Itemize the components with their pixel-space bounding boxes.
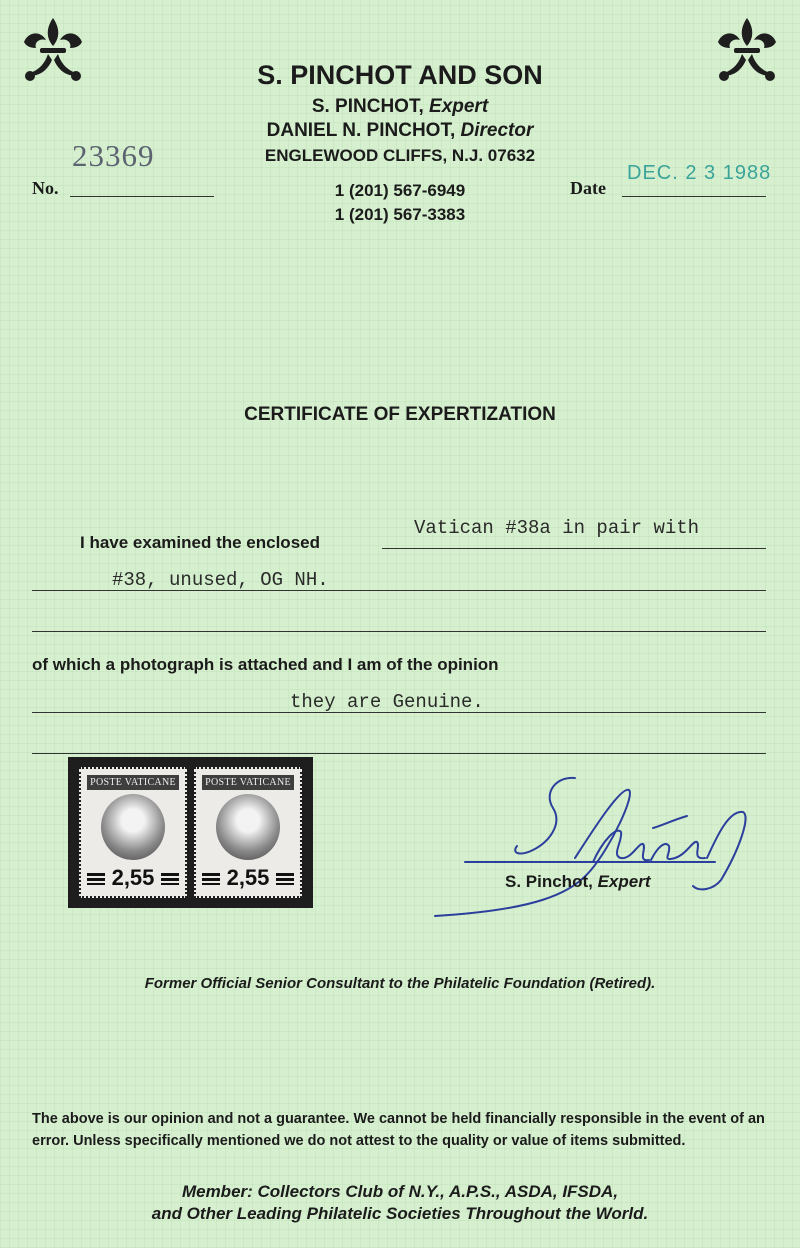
date-line <box>622 196 766 197</box>
examined-value-1: Vatican #38a in pair with <box>414 517 700 539</box>
examined-line-3 <box>32 631 766 632</box>
expert-role: Expert <box>429 96 489 117</box>
stamp-right <box>194 767 302 898</box>
examined-value-2: #38, unused, OG NH. <box>112 569 329 591</box>
surcharge-value: 2,55 <box>226 865 270 890</box>
signer-name: S. Pinchot, <box>505 872 593 891</box>
stamp-portrait <box>216 794 280 860</box>
stamp-photograph <box>68 757 313 908</box>
examined-label: I have examined the enclosed <box>80 533 320 552</box>
opinion-line-2 <box>32 753 766 754</box>
examined-line-2 <box>32 590 766 591</box>
signer-role: Expert <box>597 872 651 891</box>
date-month: DEC. <box>627 162 679 184</box>
phone-2: 1 (201) 567-3383 <box>334 205 466 224</box>
expert-name: S. PINCHOT, <box>311 96 424 117</box>
opinion-value: they are Genuine. <box>290 691 484 713</box>
certificate-title: CERTIFICATE OF EXPERTIZATION <box>244 404 556 425</box>
no-label: No. <box>32 178 59 198</box>
stamp-surcharge <box>200 865 296 895</box>
no-line <box>70 196 214 197</box>
stamp-surcharge <box>85 865 181 895</box>
opinion-line-1 <box>32 712 766 713</box>
surcharge-bars <box>87 873 105 885</box>
director-name: DANIEL N. PINCHOT, <box>266 120 456 141</box>
surcharge-bars <box>161 873 179 885</box>
certificate-number: 23369 <box>72 138 155 173</box>
membership-line-1: Member: Collectors Club of N.Y., A.P.S., ASDA, IFSDA, <box>181 1182 619 1201</box>
stamp-portrait <box>101 794 165 860</box>
expert-line <box>0 96 800 118</box>
signature-scribble <box>425 770 755 920</box>
stamp-banner: POSTE VATICANE <box>87 775 179 790</box>
disclaimer: The above is our opinion and not a guarantee. We cannot be held financially responsible in the event of an error. Unless specifically mentioned we do not attest to the quality or value of items submitted. <box>32 1111 765 1149</box>
former-consultant-note: Former Official Senior Consultant to the Philatelic Foundation (Retired). <box>144 975 656 992</box>
opinion-label: of which a photograph is attached and I am of the opinion <box>32 655 499 674</box>
date-label: Date <box>570 178 606 198</box>
signature-caption <box>505 872 651 892</box>
stamp-banner: POSTE VATICANE <box>202 775 294 790</box>
date-stamp <box>627 162 771 185</box>
phone-1: 1 (201) 567-6949 <box>334 181 466 200</box>
company-name: S. PINCHOT AND SON <box>257 60 543 90</box>
stamp-left <box>79 767 187 898</box>
director-role: Director <box>460 120 534 141</box>
surcharge-bars <box>276 873 294 885</box>
surcharge-value: 2,55 <box>111 865 155 890</box>
examined-line-1 <box>382 548 766 549</box>
address: ENGLEWOOD CLIFFS, N.J. 07632 <box>264 146 536 165</box>
date-day-year: 2 3 1988 <box>685 162 772 184</box>
membership-line-2: and Other Leading Philatelic Societies Throughout the World. <box>151 1204 649 1223</box>
surcharge-bars <box>202 873 220 885</box>
